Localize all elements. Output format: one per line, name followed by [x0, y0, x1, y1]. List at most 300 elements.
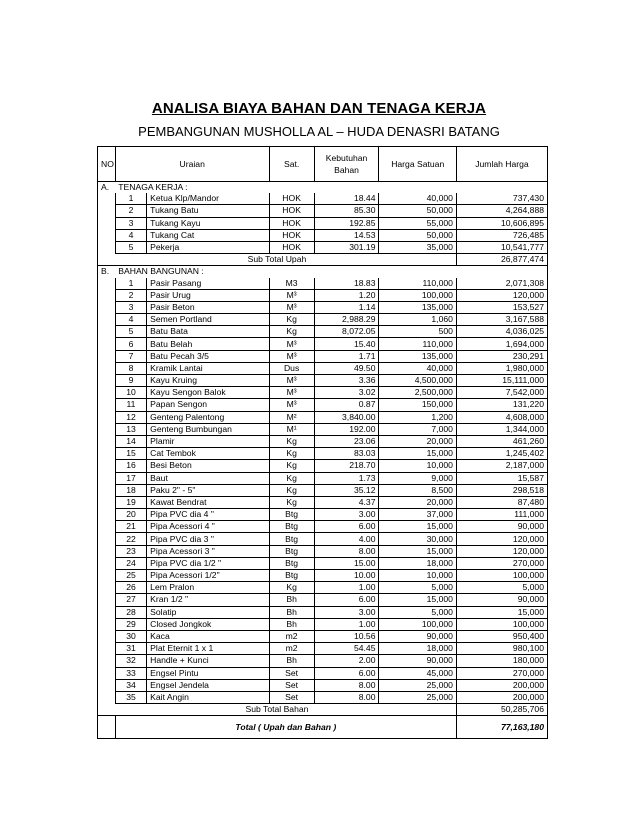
table-header-row — [98, 147, 548, 182]
indent-cell — [98, 484, 116, 496]
item-number: 8 — [115, 362, 146, 374]
table-row — [98, 435, 548, 447]
item-number: 1 — [115, 278, 146, 290]
item-quantity: 18.44 — [314, 193, 379, 205]
section-b-row-letter: B. — [98, 266, 116, 278]
item-name: Engsel Jendela — [147, 679, 269, 691]
item-unit-price: 15,000 — [379, 448, 456, 460]
item-name: Lem Pralon — [147, 582, 269, 594]
table-row — [98, 193, 548, 205]
item-unit-price: 18,000 — [379, 643, 456, 655]
item-unit: Kg — [269, 448, 314, 460]
item-total: 200,000 — [456, 679, 547, 691]
item-name: Cat Tembok — [147, 448, 269, 460]
item-total: 737,430 — [456, 193, 547, 205]
subtotal-upah-row-value: 26,877,474 — [456, 254, 547, 266]
item-number: 21 — [115, 521, 146, 533]
item-number: 12 — [115, 411, 146, 423]
item-name: Closed Jongkok — [147, 618, 269, 630]
table-row — [98, 205, 548, 217]
item-unit: Bh — [269, 606, 314, 618]
item-name: Kawat Bendrat — [147, 496, 269, 508]
item-total: 15,111,000 — [456, 375, 547, 387]
grand-total-spacer — [98, 716, 116, 739]
item-number: 23 — [115, 545, 146, 557]
item-unit-price: 20,000 — [379, 435, 456, 447]
item-total: 100,000 — [456, 618, 547, 630]
item-total: 200,000 — [456, 691, 547, 703]
item-name: Pekerja — [147, 241, 269, 253]
item-name: Tukang Batu — [147, 205, 269, 217]
item-quantity: 8.00 — [314, 691, 379, 703]
item-unit: Kg — [269, 582, 314, 594]
item-unit-price: 15,000 — [379, 521, 456, 533]
item-total: 100,000 — [456, 570, 547, 582]
item-total: 120,000 — [456, 545, 547, 557]
item-name: Pasir Urug — [147, 289, 269, 301]
item-number: 5 — [115, 241, 146, 253]
indent-cell — [98, 399, 116, 411]
item-unit-price: 25,000 — [379, 679, 456, 691]
item-quantity: 85.30 — [314, 205, 379, 217]
table-row — [98, 509, 548, 521]
item-quantity: 1.14 — [314, 301, 379, 313]
item-total: 153,527 — [456, 301, 547, 313]
subtotal-bahan-row — [98, 704, 548, 716]
item-number: 16 — [115, 460, 146, 472]
indent-cell — [98, 411, 116, 423]
item-quantity: 10.00 — [314, 570, 379, 582]
item-unit-price: 20,000 — [379, 496, 456, 508]
indent-cell — [98, 448, 116, 460]
item-unit-price: 45,000 — [379, 667, 456, 679]
item-total: 1,694,000 — [456, 338, 547, 350]
item-name: Besi Beton — [147, 460, 269, 472]
item-total: 131,220 — [456, 399, 547, 411]
item-number: 11 — [115, 399, 146, 411]
item-number: 31 — [115, 643, 146, 655]
item-total: 120,000 — [456, 289, 547, 301]
item-number: 33 — [115, 667, 146, 679]
table-row — [98, 301, 548, 313]
subtotal-upah-row-label: Sub Total Upah — [98, 254, 457, 266]
header-sat: Sat. — [269, 147, 314, 182]
item-unit-price: 25,000 — [379, 691, 456, 703]
item-number: 19 — [115, 496, 146, 508]
subtotal-upah-row — [98, 254, 548, 266]
item-unit-price: 5,000 — [379, 582, 456, 594]
item-total: 3,167,588 — [456, 314, 547, 326]
item-number: 24 — [115, 557, 146, 569]
item-name: Kayu Kruing — [147, 375, 269, 387]
table-row — [98, 326, 548, 338]
item-unit: Set — [269, 691, 314, 703]
item-number: 34 — [115, 679, 146, 691]
item-name: Pipa Acessori 3 " — [147, 545, 269, 557]
indent-cell — [98, 691, 116, 703]
item-unit: Kg — [269, 314, 314, 326]
item-number: 29 — [115, 618, 146, 630]
item-number: 15 — [115, 448, 146, 460]
indent-cell — [98, 655, 116, 667]
indent-cell — [98, 667, 116, 679]
indent-cell — [98, 241, 116, 253]
grand-total-label: Total ( Upah dan Bahan ) — [115, 716, 456, 739]
item-unit-price: 100,000 — [379, 289, 456, 301]
item-number: 22 — [115, 533, 146, 545]
item-quantity: 4.00 — [314, 533, 379, 545]
item-total: 7,542,000 — [456, 387, 547, 399]
item-unit: Btg — [269, 570, 314, 582]
cost-analysis-table — [97, 146, 548, 739]
item-name: Handle + Kunci — [147, 655, 269, 667]
indent-cell — [98, 229, 116, 241]
table-row — [98, 472, 548, 484]
item-quantity: 1.00 — [314, 582, 379, 594]
indent-cell — [98, 193, 116, 205]
item-unit: M³ — [269, 350, 314, 362]
item-number: 27 — [115, 594, 146, 606]
item-quantity: 15.40 — [314, 338, 379, 350]
item-quantity: 192.00 — [314, 423, 379, 435]
indent-cell — [98, 533, 116, 545]
item-total: 90,000 — [456, 594, 547, 606]
item-name: Pipa PVC dia 1/2 " — [147, 557, 269, 569]
table-row — [98, 448, 548, 460]
item-unit-price: 10,000 — [379, 460, 456, 472]
indent-cell — [98, 423, 116, 435]
item-unit: HOK — [269, 205, 314, 217]
item-quantity: 14.53 — [314, 229, 379, 241]
item-total: 4,264,888 — [456, 205, 547, 217]
subtotal-bahan-row-value: 50,285,706 — [456, 704, 547, 716]
item-unit: Bh — [269, 618, 314, 630]
item-total: 15,000 — [456, 606, 547, 618]
item-unit: Dus — [269, 362, 314, 374]
item-unit-price: 10,000 — [379, 570, 456, 582]
item-unit: Set — [269, 667, 314, 679]
section-b-row — [98, 266, 548, 278]
item-unit: Kg — [269, 484, 314, 496]
indent-cell — [98, 435, 116, 447]
item-unit-price: 9,000 — [379, 472, 456, 484]
table-row — [98, 557, 548, 569]
item-total: 10,541,777 — [456, 241, 547, 253]
item-quantity: 1.71 — [314, 350, 379, 362]
item-total: 980,100 — [456, 643, 547, 655]
indent-cell — [98, 679, 116, 691]
indent-cell — [98, 326, 116, 338]
table-row — [98, 594, 548, 606]
item-name: Paku 2" - 5" — [147, 484, 269, 496]
item-unit-price: 18,000 — [379, 557, 456, 569]
item-name: Kait Angin — [147, 691, 269, 703]
indent-cell — [98, 362, 116, 374]
item-name: Baut — [147, 472, 269, 484]
table-row — [98, 496, 548, 508]
item-name: Pipa PVC dia 4 " — [147, 509, 269, 521]
table-row — [98, 521, 548, 533]
indent-cell — [98, 521, 116, 533]
item-number: 1 — [115, 193, 146, 205]
item-total: 120,000 — [456, 533, 547, 545]
item-name: Pasir Beton — [147, 301, 269, 313]
item-number: 3 — [115, 217, 146, 229]
item-total: 1,245,402 — [456, 448, 547, 460]
item-number: 4 — [115, 229, 146, 241]
item-unit: Kg — [269, 435, 314, 447]
item-quantity: 3.00 — [314, 509, 379, 521]
item-quantity: 3.00 — [314, 606, 379, 618]
item-name: Kramik Lantai — [147, 362, 269, 374]
indent-cell — [98, 570, 116, 582]
item-quantity: 3.36 — [314, 375, 379, 387]
table-row — [98, 679, 548, 691]
item-quantity: 10.56 — [314, 630, 379, 642]
indent-cell — [98, 630, 116, 642]
indent-cell — [98, 387, 116, 399]
item-unit: HOK — [269, 229, 314, 241]
item-unit-price: 40,000 — [379, 362, 456, 374]
item-number: 32 — [115, 655, 146, 667]
table-row — [98, 399, 548, 411]
indent-cell — [98, 460, 116, 472]
indent-cell — [98, 496, 116, 508]
item-quantity: 301.19 — [314, 241, 379, 253]
header-no: NO — [98, 147, 116, 182]
page-subtitle: PEMBANGUNAN MUSHOLLA AL – HUDA DENASRI BATANG — [138, 124, 500, 139]
table-row — [98, 375, 548, 387]
table-row — [98, 350, 548, 362]
indent-cell — [98, 618, 116, 630]
item-number: 28 — [115, 606, 146, 618]
indent-cell — [98, 338, 116, 350]
item-number: 14 — [115, 435, 146, 447]
table-row — [98, 241, 548, 253]
item-quantity: 218.70 — [314, 460, 379, 472]
item-name: Batu Belah — [147, 338, 269, 350]
indent-cell — [98, 301, 116, 313]
item-unit: M³ — [269, 399, 314, 411]
table-row — [98, 545, 548, 557]
item-total: 10,606,895 — [456, 217, 547, 229]
item-quantity: 1.00 — [314, 618, 379, 630]
item-unit: Btg — [269, 545, 314, 557]
indent-cell — [98, 509, 116, 521]
item-number: 13 — [115, 423, 146, 435]
table-row — [98, 229, 548, 241]
item-quantity: 3.02 — [314, 387, 379, 399]
item-unit-price: 100,000 — [379, 618, 456, 630]
item-total: 298,518 — [456, 484, 547, 496]
table-row — [98, 618, 548, 630]
item-total: 180,000 — [456, 655, 547, 667]
table-row — [98, 643, 548, 655]
grand-total-value: 77,163,180 — [456, 716, 547, 739]
item-number: 2 — [115, 205, 146, 217]
table-row — [98, 533, 548, 545]
item-name: Ketua Klp/Mandor — [147, 193, 269, 205]
header-kebutuhan: Kebutuhan Bahan — [314, 147, 379, 182]
item-number: 10 — [115, 387, 146, 399]
item-unit: M3 — [269, 278, 314, 290]
item-quantity: 15.00 — [314, 557, 379, 569]
item-quantity: 3,840.00 — [314, 411, 379, 423]
item-total: 111,000 — [456, 509, 547, 521]
item-unit-price: 135,000 — [379, 301, 456, 313]
item-unit-price: 150,000 — [379, 399, 456, 411]
section-b-row-label: BAHAN BANGUNAN : — [115, 266, 547, 278]
item-name: Engsel Pintu — [147, 667, 269, 679]
item-quantity: 6.00 — [314, 667, 379, 679]
item-unit: M² — [269, 411, 314, 423]
item-unit: Set — [269, 679, 314, 691]
item-unit: M³ — [269, 301, 314, 313]
indent-cell — [98, 375, 116, 387]
item-unit: Kg — [269, 496, 314, 508]
table-row — [98, 411, 548, 423]
item-unit-price: 110,000 — [379, 278, 456, 290]
item-unit-price: 90,000 — [379, 655, 456, 667]
item-quantity: 1.73 — [314, 472, 379, 484]
item-total: 461,260 — [456, 435, 547, 447]
table-row — [98, 289, 548, 301]
item-name: Genteng Palentong — [147, 411, 269, 423]
table-row — [98, 278, 548, 290]
item-quantity: 35.12 — [314, 484, 379, 496]
table-row — [98, 582, 548, 594]
table-row — [98, 387, 548, 399]
page-title: ANALISA BIAYA BAHAN DAN TENAGA KERJA — [151, 100, 487, 117]
item-unit: Kg — [269, 460, 314, 472]
table-row — [98, 362, 548, 374]
item-unit: HOK — [269, 193, 314, 205]
item-name: Pasir Pasang — [147, 278, 269, 290]
item-name: Papan Sengon — [147, 399, 269, 411]
item-number: 17 — [115, 472, 146, 484]
item-name: Batu Pecah 3/5 — [147, 350, 269, 362]
item-name: Solatip — [147, 606, 269, 618]
item-unit-price: 35,000 — [379, 241, 456, 253]
indent-cell — [98, 557, 116, 569]
item-quantity: 8.00 — [314, 679, 379, 691]
item-name: Semen Portland — [147, 314, 269, 326]
item-name: Genteng Bumbungan — [147, 423, 269, 435]
item-name: Batu Bata — [147, 326, 269, 338]
item-unit: m2 — [269, 630, 314, 642]
item-number: 2 — [115, 289, 146, 301]
indent-cell — [98, 350, 116, 362]
item-number: 30 — [115, 630, 146, 642]
item-quantity: 1.20 — [314, 289, 379, 301]
item-unit-price: 15,000 — [379, 594, 456, 606]
section-a-letter: A. — [98, 182, 116, 194]
item-unit: Btg — [269, 509, 314, 521]
table-row — [98, 423, 548, 435]
item-unit: HOK — [269, 241, 314, 253]
indent-cell — [98, 606, 116, 618]
item-quantity: 49.50 — [314, 362, 379, 374]
item-quantity: 2,988.29 — [314, 314, 379, 326]
item-quantity: 0.87 — [314, 399, 379, 411]
item-total: 2,187,000 — [456, 460, 547, 472]
header-harga: Harga Satuan — [379, 147, 456, 182]
item-unit: Btg — [269, 521, 314, 533]
table-row — [98, 314, 548, 326]
item-total: 270,000 — [456, 667, 547, 679]
item-unit-price: 4,500,000 — [379, 375, 456, 387]
indent-cell — [98, 594, 116, 606]
item-number: 3 — [115, 301, 146, 313]
item-unit: HOK — [269, 217, 314, 229]
item-quantity: 6.00 — [314, 594, 379, 606]
header-uraian: Uraian — [115, 147, 269, 182]
indent-cell — [98, 545, 116, 557]
item-unit: M³ — [269, 387, 314, 399]
item-total: 726,485 — [456, 229, 547, 241]
item-unit: m2 — [269, 643, 314, 655]
item-unit: M³ — [269, 289, 314, 301]
item-quantity: 4.37 — [314, 496, 379, 508]
indent-cell — [98, 314, 116, 326]
table-row — [98, 570, 548, 582]
item-unit-price: 50,000 — [379, 205, 456, 217]
subtotal-bahan-row-label: Sub Total Bahan — [98, 704, 457, 716]
item-unit-price: 8,500 — [379, 484, 456, 496]
item-quantity: 192.85 — [314, 217, 379, 229]
item-unit-price: 30,000 — [379, 533, 456, 545]
item-total: 5,000 — [456, 582, 547, 594]
item-unit-price: 55,000 — [379, 217, 456, 229]
indent-cell — [98, 205, 116, 217]
indent-cell — [98, 582, 116, 594]
table-row — [98, 460, 548, 472]
grand-total-row — [98, 716, 548, 739]
item-name: Kayu Sengon Balok — [147, 387, 269, 399]
item-unit-price: 50,000 — [379, 229, 456, 241]
item-number: 6 — [115, 338, 146, 350]
item-unit-price: 5,000 — [379, 606, 456, 618]
item-total: 1,980,000 — [456, 362, 547, 374]
item-number: 35 — [115, 691, 146, 703]
section-a-label: TENAGA KERJA : — [115, 182, 547, 194]
item-total: 90,000 — [456, 521, 547, 533]
indent-cell — [98, 643, 116, 655]
item-number: 4 — [115, 314, 146, 326]
item-quantity: 2.00 — [314, 655, 379, 667]
table-row — [98, 484, 548, 496]
indent-cell — [98, 278, 116, 290]
item-total: 1,344,000 — [456, 423, 547, 435]
item-unit: Btg — [269, 557, 314, 569]
item-number: 20 — [115, 509, 146, 521]
item-total: 4,608,000 — [456, 411, 547, 423]
item-name: Kran 1/2 " — [147, 594, 269, 606]
item-total: 230,291 — [456, 350, 547, 362]
item-unit: Bh — [269, 594, 314, 606]
item-name: Plamir — [147, 435, 269, 447]
table-row — [98, 338, 548, 350]
item-number: 9 — [115, 375, 146, 387]
item-quantity: 18.83 — [314, 278, 379, 290]
item-quantity: 23.06 — [314, 435, 379, 447]
item-quantity: 6.00 — [314, 521, 379, 533]
header-jumlah: Jumlah Harga — [456, 147, 547, 182]
item-unit-price: 40,000 — [379, 193, 456, 205]
item-name: Plat Eternit 1 x 1 — [147, 643, 269, 655]
item-name: Kaca — [147, 630, 269, 642]
item-unit: Kg — [269, 326, 314, 338]
